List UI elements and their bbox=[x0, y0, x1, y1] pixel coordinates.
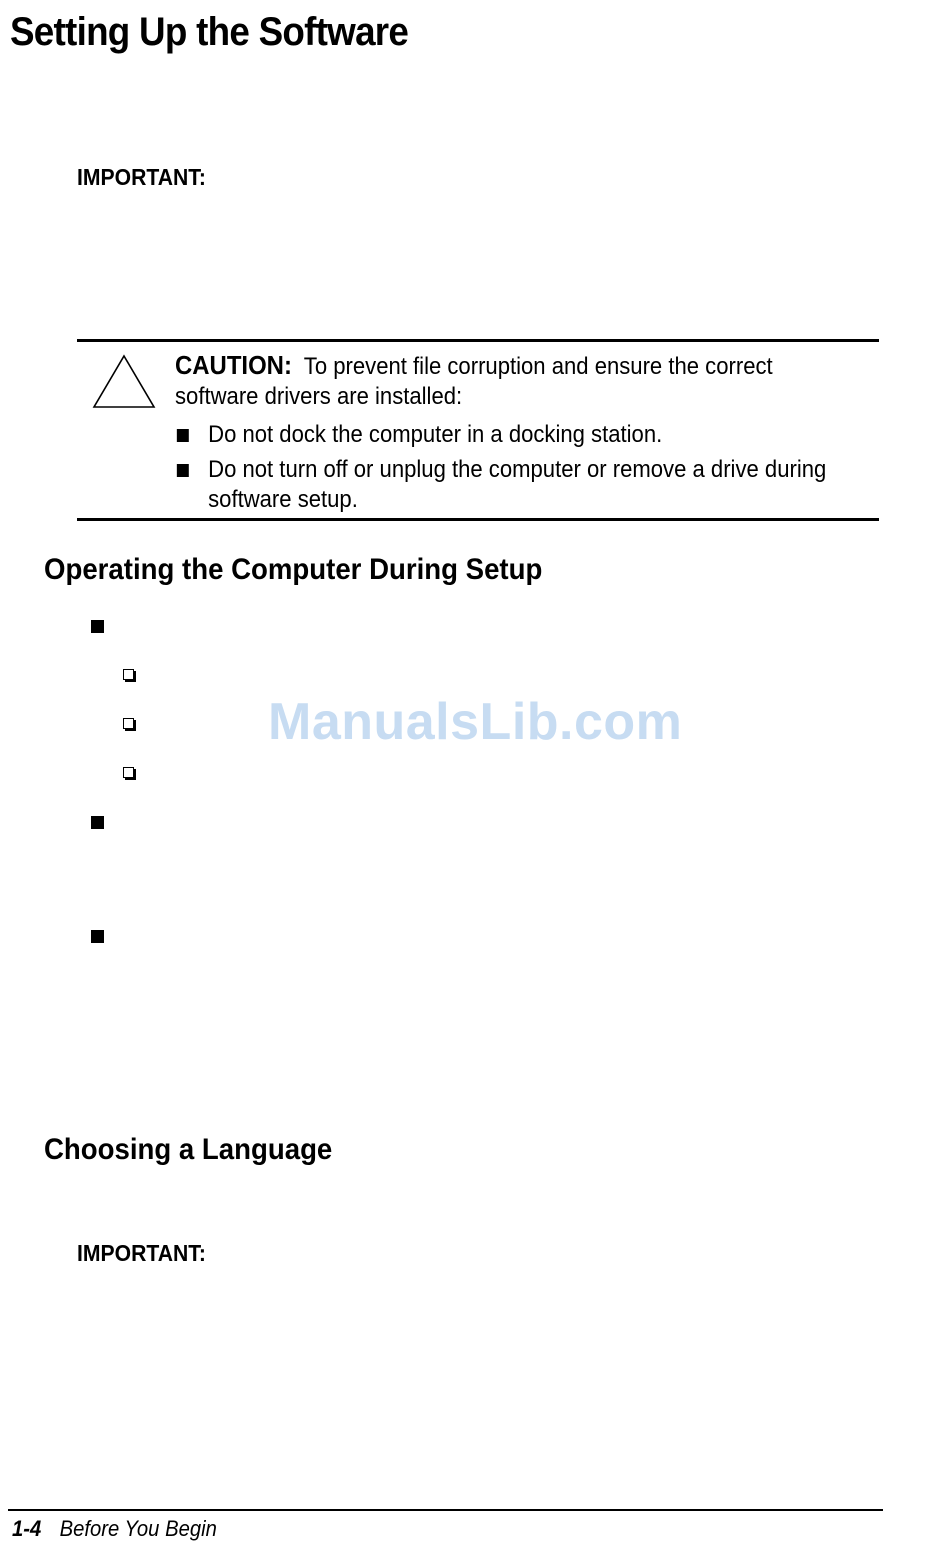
hollow-square-bullet-icon bbox=[123, 718, 134, 729]
page-title: Setting Up the Software bbox=[10, 10, 409, 54]
square-bullet-icon bbox=[177, 429, 189, 442]
caution-bullet-list bbox=[175, 420, 874, 520]
hollow-square-bullet-icon bbox=[123, 767, 134, 778]
caution-box bbox=[77, 339, 879, 521]
caution-bullet-text: Do not dock the computer in a docking station. bbox=[208, 421, 663, 448]
watermark: ManualsLib.com bbox=[268, 693, 683, 751]
page-footer bbox=[12, 1516, 217, 1542]
important-label: IMPORTANT: bbox=[77, 164, 206, 190]
chapter-title: Before You Begin bbox=[59, 1516, 217, 1541]
hollow-square-bullet-icon bbox=[123, 669, 134, 680]
caution-bullet-text: Do not turn off or unplug the computer or remove a drive during bbox=[208, 456, 827, 483]
footer-rule bbox=[8, 1509, 883, 1511]
caution-bullet bbox=[175, 455, 874, 515]
caution-text-line2: software drivers are installed: bbox=[175, 383, 463, 410]
caution-label: CAUTION: bbox=[175, 350, 292, 380]
caution-bullet-text-cont: software setup. bbox=[208, 486, 358, 513]
caution-text bbox=[175, 350, 819, 412]
caution-text-line1: To prevent file corruption and ensure the correct bbox=[303, 353, 773, 380]
square-bullet-icon bbox=[91, 816, 104, 829]
section-heading-operating: Operating the Computer During Setup bbox=[44, 553, 543, 586]
page-number: 1-4 bbox=[12, 1516, 42, 1541]
section-heading-language: Choosing a Language bbox=[44, 1133, 333, 1166]
square-bullet-icon bbox=[177, 464, 189, 477]
important-label: IMPORTANT: bbox=[77, 1240, 206, 1266]
caution-bullet bbox=[175, 420, 874, 450]
square-bullet-icon bbox=[91, 620, 104, 633]
square-bullet-icon bbox=[91, 930, 104, 943]
caution-triangle-icon bbox=[92, 354, 156, 410]
